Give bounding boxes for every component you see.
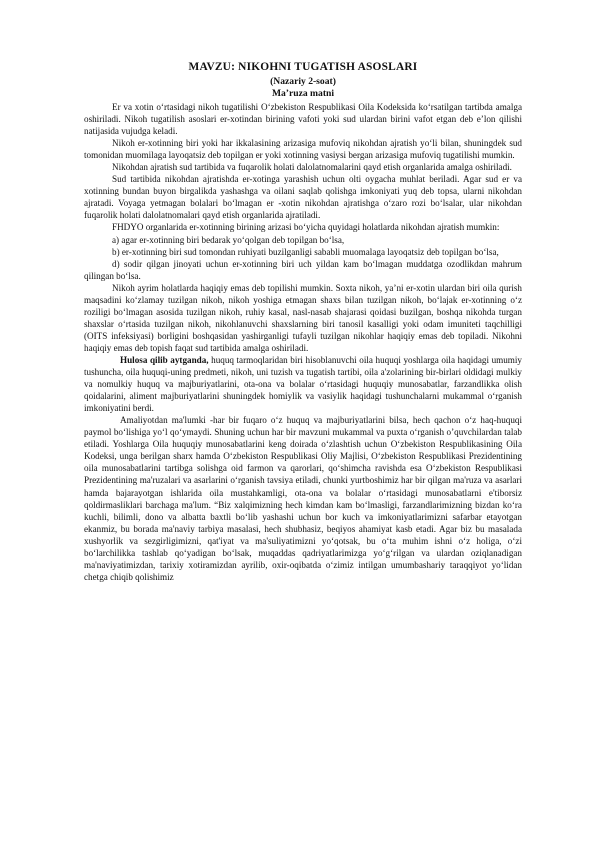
list-item: b) er-xotinning biri sud tomondan ruhiyati buzilganligi sababli muomalaga layoqatsiz deb topilgan bo‘lsa,: [112, 246, 499, 257]
summary-paragraph: [84, 354, 522, 414]
paragraph: Sud tartibida nikohdan ajratishda er-xotinga yarashish uchun olti oygacha muhlat beriladi. Agar sud er va xotinning bundan buyon birgalikda yashashga va oilani saqlab qolishga imkoniyati yuq deb topsa, ularni nikohdan ajratadi. Voyaga yetmagan bolalari bo‘lmagan er -xotin nikohdan ajratishga o‘zaro rozi bo‘lsalar, ular nikohdan fuqarolik holati dalolatnomalari qayd etish organlarida ajratiladi.: [84, 174, 522, 221]
paragraph: FHDYO organlarida er-xotinning birining arizasi bo‘yicha quyidagi holatlarda nikohdan ajratish mumkin:: [112, 222, 500, 233]
document-page: [84, 60, 522, 583]
summary-lead: Hulosa qilib aytganda,: [120, 354, 209, 365]
list-item: a) agar er-xotinning biri bedarak yo‘qolgan deb topilgan bo‘lsa,: [112, 234, 345, 245]
paragraph: Er va xotin o‘rtasidagi nikoh tugatilishi O‘zbekiston Respublikasi Oila Kodeksida ko‘rsatilgan tartibda amalga oshiriladi. Nikoh tugatilish asoslari er-xotindan birining vafoti yoki sud ulardan birini vafot etgan deb e’lon qilishi natijasida vujudga keladi.: [84, 102, 522, 137]
list-item: d) sodir qilgan jinoyati uchun er-xotinning biri uch yildan kam bo‘lmagan muddatga ozodlikdan mahrum qilingan bo‘lsa.: [84, 258, 522, 281]
final-paragraph: Amaliyotdan ma'lumki -har bir fuqaro o‘z huquq va majburiyatlarini bilsa, hech qachon o‘z haq-huquqi paymol bo‘lishiga yo‘l qo‘ymaydi. Shuning uchun har bir mavzuni mukammal va puxta o‘rganish o’quvchilardan talab etiladi. Yoshlarga Oila huquqiy munosabatlarini keng doirada o‘zlashtish uchun O‘zbekiston Respublikasining Oila Kodeksi, unga berilgan sharx hamda O‘zbekiston Respublikasi Oliy Majlisi, O‘zbekiston Respublikasi Prezidentining oila munosabatlarini tartibga solishga oid farmon va qarorlari, qo‘shimcha ravishda esa O‘zbekiston Respublikasi Prezidentining ma'ruzalari va asarlarini o‘rganish tavsiya etiladi, chunki yurtboshimiz har bir qilgan ma'ruza va asarlari hamda bajarayotgan ishlarida oila mustahkamligi, ota-ona va bolalar o‘rtasidagi munosabatlarni e'tiborsiz qoldirmasliklari barchaga ma'lum. “Biz xalqimizning hech kimdan kam bo‘lmasligi, farzandlarimizning bizdan ko‘ra kuchli, bilimli, dono va albatta baxtli bo‘lib yashashi uchun bor kuch va imkoniyatlarimizni safarbar etayotgan ekanmiz, bu borada ma'naviy tarbiya masalasi, hech shubhasiz, beqiyos ahamiyat kasb etadi. Agar biz bu masalada xushyorlik va sezgirligimizni, qat'iyat va ma'suliyatimizni yo‘qotsak, bu o‘ta muhim ishni o‘z holiga, o‘zi bo‘larchilikka tashlab qo‘yadigan bo‘lsak, muqaddas qadriyatlarimizga yo‘g‘rilgan va ulardan oziqlanadigan ma'naviyatimizdan, tarixiy xotiramizdan ayrilib, oxir-oqibatda o‘zimiz intilgan umumbashariy taraqqiyot yo‘lidan chetga chiqib qolishimiz: [84, 415, 522, 582]
paragraph: Nikoh er-xotinning biri yoki har ikkalasining arizasiga mufoviq nikohdan ajratish yo‘li bilan, shuningdek sud tomonidan muomilaga layoqatsiz deb topilgan er yoki xotinning vasiysi bergan arizasiga mufoviq tugatilishi mumkin.: [84, 138, 522, 161]
paragraph: Nikohdan ajratish sud tartibida va fuqarolik holati dalolatnomalarini qayd etish organlarida amalga oshiriladi.: [112, 162, 512, 173]
summary-text: huquq tarmoqlaridan biri hisoblanuvchi oila huquqi yoshlarga oila haqidagi umumiy tushuncha, oila huquqi-uning predmeti, nikoh, uni tuzish va tugatish tartibi, oila a'zolarining bir-birlari oldidagi mulkiy va nomulkiy huquq va majburiyatlarini, ota-ona va bolalar o‘rtasidagi huquqiy munosabatlar, farzandlikka olish qoidalarini, aliment majburiyatlarini shuningdek homiylik va vasiylik haqidagi tushunchalarni mukammal o‘rganish imkoniyatini berdi.: [84, 354, 522, 414]
paragraph: Nikoh ayrim holatlarda haqiqiy emas deb topilishi mumkin. Soxta nikoh, ya’ni er-xotin ulardan biri oila qurish maqsadini ko‘zlamay tuzilgan nikoh, nikoh yoshiga etmagan shaxs bilan tuzilgan nikoh, bo‘lajak er-xotinning o‘z roziligi bo‘lmagan asosida tuzilgan nikoh, ruhiy kasal, nasl-nasab shajarasi qoidasi buzilgan, boshqa nikohda turgan shaxslar o‘rtasida tuzilgan nikoh, nikohlanuvchi shaxslarning biri tanosil kasalligi yoki odam imuniteti taqchilligi (OITS infeksiyasi) borligini boshqasidan yashirganligi tufayli tuzilgan nikohlar haqiqiy emas deb topiladi. Nikohni haqiqiy emas deb topish faqat sud tartibida amalga oshiriladi.: [84, 282, 522, 353]
document-title: MAVZU: NIKOHNI TUGATISH ASOSLARI: [188, 61, 418, 73]
document-subtitle: (Nazariy 2-soat): [270, 76, 336, 87]
lecture-label: Ma’ruza matni: [271, 88, 335, 99]
